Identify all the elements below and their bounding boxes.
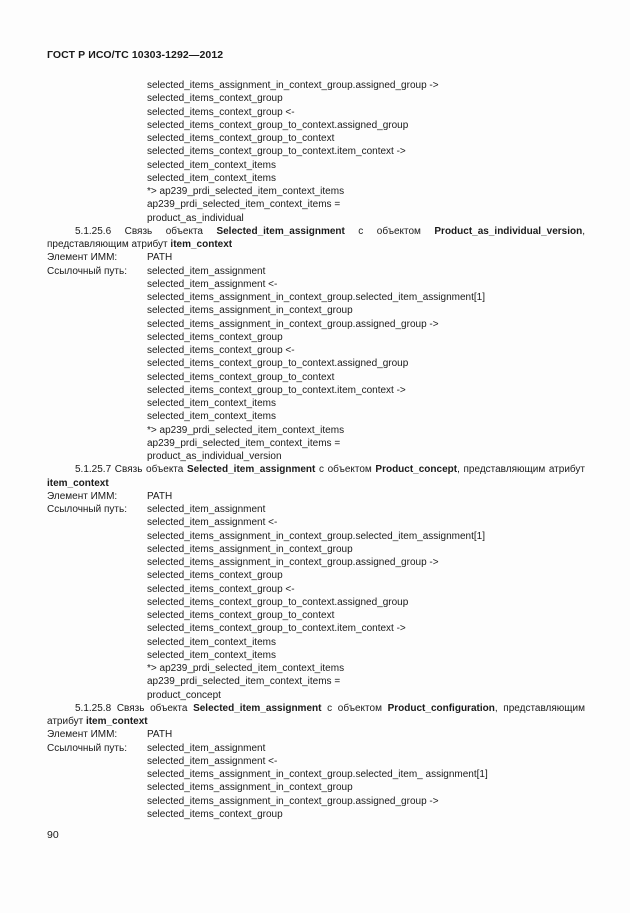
element-value: PATH bbox=[147, 729, 173, 741]
path-line: selected_items_assignment_in_context_group bbox=[147, 782, 353, 794]
element-label: Элемент ИММ: bbox=[47, 252, 118, 264]
section-heading bbox=[47, 225, 585, 252]
path-row bbox=[47, 265, 585, 278]
element-value: PATH bbox=[147, 490, 173, 502]
path-line: product_as_individual_version bbox=[147, 451, 282, 462]
path-line: selected_items_assignment_in_context_group.selected_item_assignment[1] bbox=[147, 292, 485, 303]
path-line: selected_items_assignment_in_context_group.assigned_group -> bbox=[147, 318, 439, 330]
section-number: 5.1.25.7 bbox=[75, 464, 112, 476]
path-line: selected_item_context_items bbox=[147, 172, 276, 184]
path-label: Ссылочный путь: bbox=[47, 742, 127, 754]
heading-text: Связь объекта bbox=[111, 702, 194, 714]
path-line: selected_items_assignment_in_context_group.assigned_group -> bbox=[147, 557, 439, 568]
path-line: *> ap239_prdi_selected_item_context_items bbox=[147, 663, 345, 674]
source-entity: Selected_item_assignment bbox=[216, 225, 345, 237]
path-line: selected_items_context_group <- bbox=[147, 583, 295, 595]
path-line: selected_items_context_group_to_context.assigned_group bbox=[147, 119, 409, 131]
heading-text: с объектом bbox=[321, 702, 388, 714]
element-label: Элемент ИММ: bbox=[47, 729, 118, 741]
element-row bbox=[47, 251, 585, 264]
path-line: selected_items_context_group_to_context.item_context -> bbox=[147, 146, 406, 158]
path-line: selected_item_context_items bbox=[147, 159, 276, 171]
path-line: selected_item_assignment <- bbox=[147, 755, 278, 767]
section-5-1-25-6 bbox=[47, 225, 585, 464]
path-line: selected_items_assignment_in_context_group.selected_item_assignment[1] bbox=[147, 530, 485, 542]
path-line: selected_item_context_items bbox=[147, 636, 276, 648]
path-line: selected_items_assignment_in_context_group.selected_item_ assignment[1] bbox=[147, 769, 488, 780]
heading-text: Связь объекта bbox=[111, 225, 217, 237]
path-line: selected_item_context_items bbox=[147, 398, 276, 409]
target-entity: Product_concept bbox=[375, 464, 458, 476]
path-line: selected_items_context_group bbox=[147, 570, 283, 582]
path-line: selected_item_context_items bbox=[147, 649, 276, 661]
path-line: selected_items_assignment_in_context_group.assigned_group -> bbox=[147, 795, 439, 807]
path-row bbox=[47, 742, 585, 755]
document-header: ГОСТ Р ИСО/ТС 10303-1292—2012 bbox=[47, 49, 224, 61]
element-label: Элемент ИММ: bbox=[47, 490, 118, 502]
attribute-name: item_context bbox=[47, 477, 109, 489]
path-line: selected_item_assignment bbox=[147, 742, 266, 754]
path-line: ap239_prdi_selected_item_context_items = bbox=[147, 676, 341, 688]
path-line: selected_items_assignment_in_context_group bbox=[147, 543, 353, 555]
path-line: selected_items_context_group <- bbox=[147, 106, 295, 118]
path-line: selected_items_context_group_to_context bbox=[147, 371, 335, 383]
element-row bbox=[47, 728, 585, 741]
path-line: selected_items_context_group <- bbox=[147, 345, 295, 356]
path-line: selected_items_context_group_to_context.item_context -> bbox=[147, 384, 406, 396]
path-line: selected_item_assignment <- bbox=[147, 517, 278, 529]
path-label: Ссылочный путь: bbox=[47, 265, 127, 277]
element-row bbox=[47, 490, 585, 503]
intro-path-block bbox=[47, 79, 585, 225]
source-entity: Selected_item_assignment bbox=[186, 464, 316, 476]
section-number: 5.1.25.6 bbox=[75, 225, 112, 237]
path-line: selected_items_context_group_to_context.assigned_group bbox=[147, 596, 409, 608]
path-line: selected_items_context_group_to_context bbox=[147, 133, 335, 144]
target-entity: Product_configuration bbox=[387, 702, 495, 714]
path-line: selected_item_context_items bbox=[147, 411, 276, 423]
path-line: selected_items_context_group bbox=[147, 808, 283, 820]
path-line: selected_items_context_group bbox=[147, 93, 283, 105]
path-line: selected_items_assignment_in_context_group.assigned_group -> bbox=[147, 80, 439, 91]
document-body bbox=[47, 79, 585, 821]
attribute-name: item_context bbox=[85, 716, 148, 727]
source-entity: Selected_item_assignment bbox=[193, 702, 322, 714]
section-heading bbox=[47, 702, 585, 729]
heading-text: , представляющим атрибут bbox=[457, 464, 585, 476]
heading-text: с объектом bbox=[315, 464, 376, 476]
path-line: *> ap239_prdi_selected_item_context_items bbox=[147, 424, 345, 436]
heading-text: Связь объекта bbox=[111, 464, 187, 476]
path-line: ap239_prdi_selected_item_context_items = bbox=[147, 437, 341, 449]
path-line: selected_items_context_group_to_context.assigned_group bbox=[147, 358, 409, 370]
path-line: ap239_prdi_selected_item_context_items = bbox=[147, 199, 341, 211]
path-line: product_as_individual bbox=[147, 212, 244, 224]
page-number: 90 bbox=[47, 829, 59, 841]
path-line: selected_items_context_group_to_context bbox=[147, 610, 335, 621]
path-row bbox=[47, 503, 585, 516]
section-5-1-25-8 bbox=[47, 702, 585, 821]
section-5-1-25-7 bbox=[47, 463, 585, 702]
heading-text: , представляющим атрибут bbox=[47, 702, 585, 727]
path-line: selected_items_context_group bbox=[147, 331, 283, 343]
path-line: selected_items_context_group_to_context.item_context -> bbox=[147, 623, 406, 635]
heading-text: , представляющим атрибут bbox=[47, 225, 585, 250]
section-heading bbox=[47, 463, 585, 490]
target-entity: Product_as_individual_version bbox=[434, 225, 583, 237]
heading-text: с объектом bbox=[344, 225, 435, 237]
path-line: selected_items_assignment_in_context_group bbox=[147, 305, 353, 317]
path-line: *> ap239_prdi_selected_item_context_items bbox=[147, 186, 345, 197]
section-number: 5.1.25.8 bbox=[75, 702, 112, 714]
attribute-name: item_context bbox=[170, 239, 233, 250]
path-line: selected_item_assignment <- bbox=[147, 278, 278, 290]
path-line: product_concept bbox=[147, 689, 221, 701]
path-line: selected_item_assignment bbox=[147, 265, 266, 277]
element-value: PATH bbox=[147, 252, 173, 264]
path-line: selected_item_assignment bbox=[147, 504, 266, 515]
path-label: Ссылочный путь: bbox=[47, 504, 127, 515]
